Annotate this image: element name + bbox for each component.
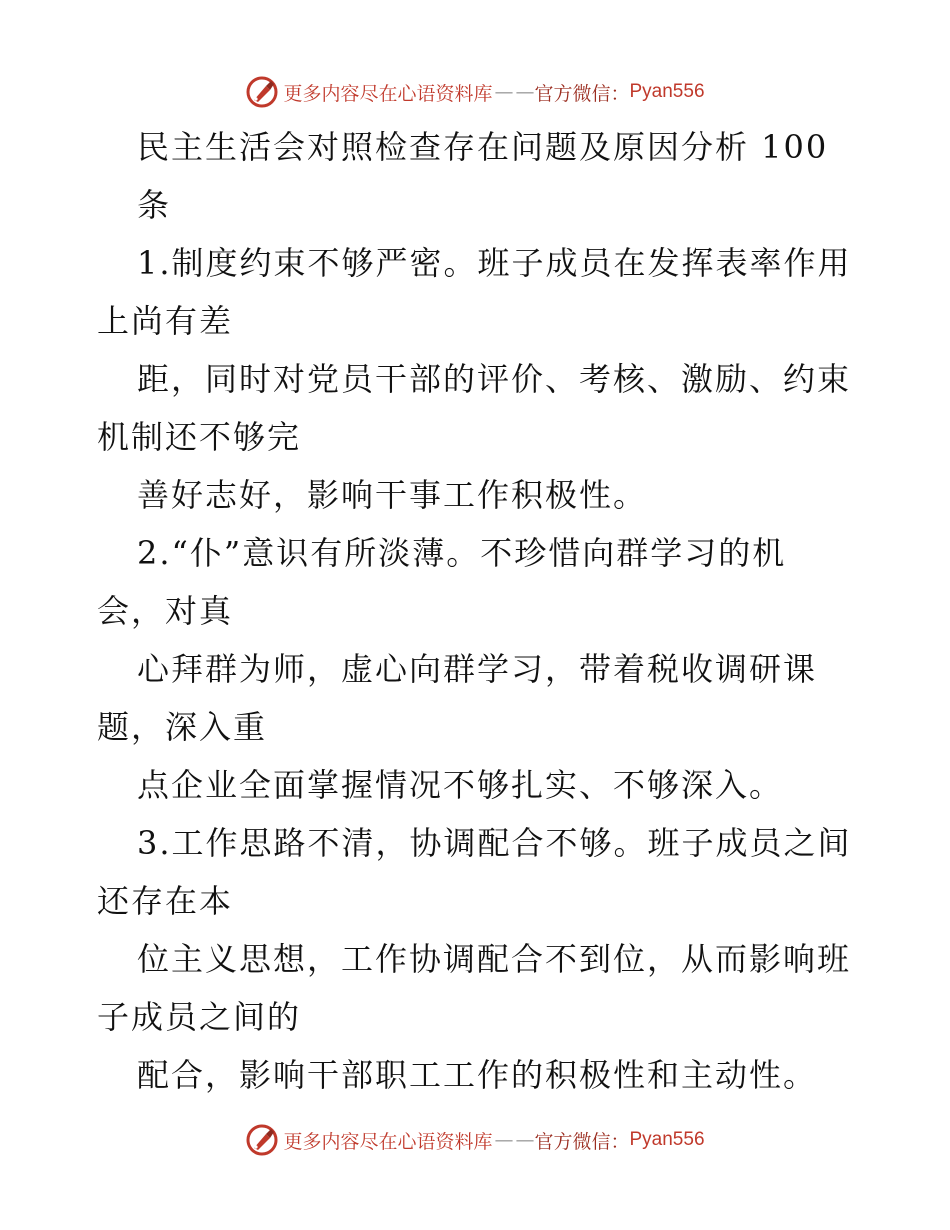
document-line: 点企业全面掌握情况不够扎实、不够深入。	[137, 766, 784, 804]
document-line: 位主义思想，工作协调配合不到位，从而影响班	[137, 940, 852, 978]
watermark-text: 更多内容尽在心语资料库	[283, 1130, 493, 1153]
watermark-wechat-label: 官方微信：	[534, 82, 630, 105]
document-line: 民主生活会对照检查存在问题及原因分析 100	[137, 128, 829, 166]
pen-nib-circle-icon	[245, 75, 279, 109]
document-line: 条	[137, 186, 172, 224]
document-line: 机制还不够完	[97, 418, 302, 456]
watermark-banner-top	[0, 72, 950, 112]
document-line: 会，对真	[97, 592, 234, 630]
document-line: 3.工作思路不清，协调配合不够。班子成员之间	[137, 824, 852, 862]
document-line: 子成员之间的	[97, 998, 302, 1036]
watermark-separator-2: —	[515, 1129, 533, 1151]
watermark-banner-bottom	[0, 1120, 950, 1160]
document-line: 2.“仆”意识有所淡薄。不珍惜向群学习的机	[137, 534, 787, 572]
watermark-wechat-label: 官方微信：	[534, 1130, 630, 1153]
watermark-separator: —	[494, 1129, 512, 1151]
watermark-wechat-id: Pyan556	[629, 81, 705, 102]
document-line: 配合，影响干部职工工作的积极性和主动性。	[137, 1056, 818, 1094]
pen-nib-circle-icon	[245, 1123, 279, 1157]
document-line: 善好志好，影响干事工作积极性。	[137, 476, 648, 514]
watermark-separator-2: —	[515, 81, 533, 103]
watermark-text: 更多内容尽在心语资料库	[283, 82, 493, 105]
watermark-separator: —	[494, 81, 512, 103]
document-line: 心拜群为师，虚心向群学习，带着税收调研课	[137, 650, 818, 688]
document-line: 1.制度约束不够严密。班子成员在发挥表率作用	[137, 244, 852, 282]
document-line: 还存在本	[97, 882, 234, 920]
document-body	[97, 118, 877, 1104]
document-line: 上尚有差	[97, 302, 234, 340]
document-line: 距，同时对党员干部的评价、考核、激励、约束	[137, 360, 852, 398]
watermark-wechat-id: Pyan556	[629, 1129, 705, 1150]
document-line: 题，深入重	[97, 708, 268, 746]
